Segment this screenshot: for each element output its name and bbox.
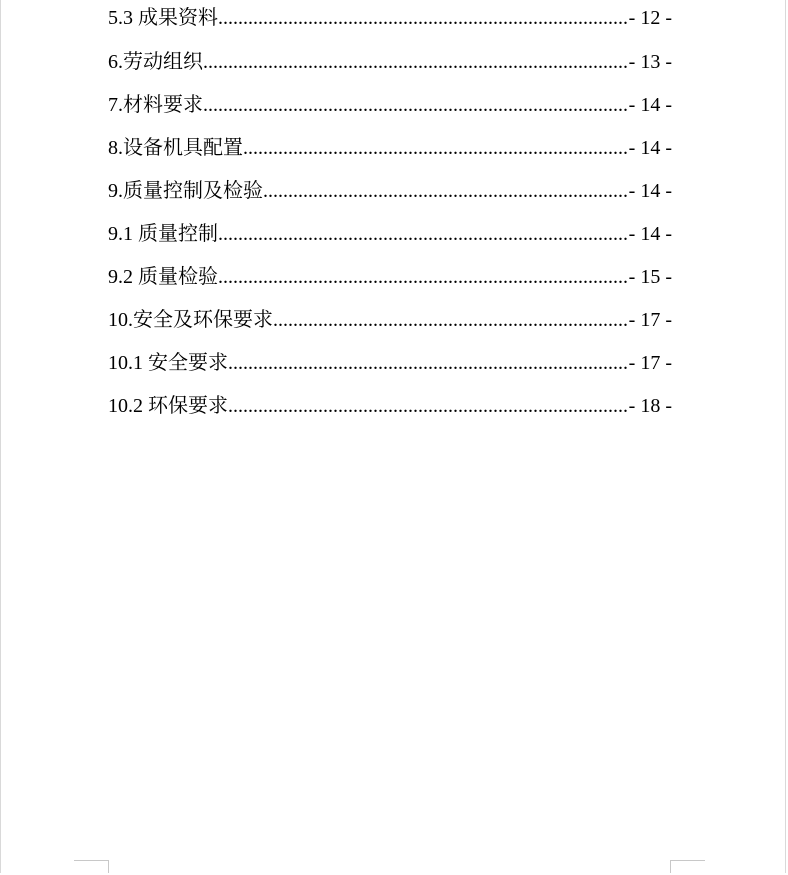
toc-entry[interactable] bbox=[108, 258, 672, 301]
page-corner-crop-mark-left bbox=[74, 860, 109, 873]
toc-entry[interactable] bbox=[108, 387, 672, 430]
toc-leader-dots bbox=[218, 215, 627, 253]
toc-entry[interactable] bbox=[108, 43, 672, 86]
toc-entry[interactable] bbox=[108, 172, 672, 215]
toc-entry[interactable] bbox=[108, 344, 672, 387]
toc-entry-page-number: - 17 - bbox=[628, 309, 672, 331]
toc-leader-dots bbox=[203, 43, 627, 81]
toc-entry-page-number: - 17 - bbox=[628, 352, 672, 374]
toc-entry[interactable] bbox=[108, 215, 672, 258]
toc-entry-page-number: - 14 - bbox=[628, 94, 672, 116]
toc-leader-dots bbox=[263, 172, 627, 210]
toc-entry-page-number: - 15 - bbox=[628, 266, 672, 288]
toc-entry-title: 9.2 质量检验 bbox=[108, 266, 218, 288]
toc-entry-title: 10.安全及环保要求 bbox=[108, 309, 273, 331]
toc-entry-title: 8.设备机具配置 bbox=[108, 137, 243, 159]
toc-entry[interactable] bbox=[108, 129, 672, 172]
page-corner-crop-mark-right bbox=[670, 860, 705, 873]
toc-entry-title: 9.质量控制及检验 bbox=[108, 180, 263, 202]
toc-entry-title: 7.材料要求 bbox=[108, 94, 203, 116]
toc-entry[interactable] bbox=[108, 86, 672, 129]
toc-entry-page-number: - 14 - bbox=[628, 180, 672, 202]
toc-entry-title: 10.1 安全要求 bbox=[108, 352, 228, 374]
toc-leader-dots bbox=[218, 0, 627, 36]
toc-entry-page-number: - 13 - bbox=[628, 51, 672, 73]
toc-entry-title: 9.1 质量控制 bbox=[108, 223, 218, 245]
toc-entry-page-number: - 14 - bbox=[628, 223, 672, 245]
toc-leader-dots bbox=[228, 387, 627, 425]
toc-entry[interactable] bbox=[108, 301, 672, 344]
toc-entry-title: 5.3 成果资料 bbox=[108, 7, 218, 29]
toc-entry-title: 10.2 环保要求 bbox=[108, 395, 228, 417]
toc-leader-dots bbox=[218, 258, 627, 296]
toc-leader-dots bbox=[243, 129, 627, 167]
toc-leader-dots bbox=[228, 344, 627, 382]
toc-entry-page-number: - 14 - bbox=[628, 137, 672, 159]
table-of-contents bbox=[108, 0, 672, 430]
toc-entry-page-number: - 12 - bbox=[628, 7, 672, 29]
toc-entry[interactable] bbox=[108, 0, 672, 43]
toc-leader-dots bbox=[203, 86, 627, 124]
toc-entry-title: 6.劳动组织 bbox=[108, 51, 203, 73]
toc-leader-dots bbox=[273, 301, 627, 339]
toc-entry-page-number: - 18 - bbox=[628, 395, 672, 417]
